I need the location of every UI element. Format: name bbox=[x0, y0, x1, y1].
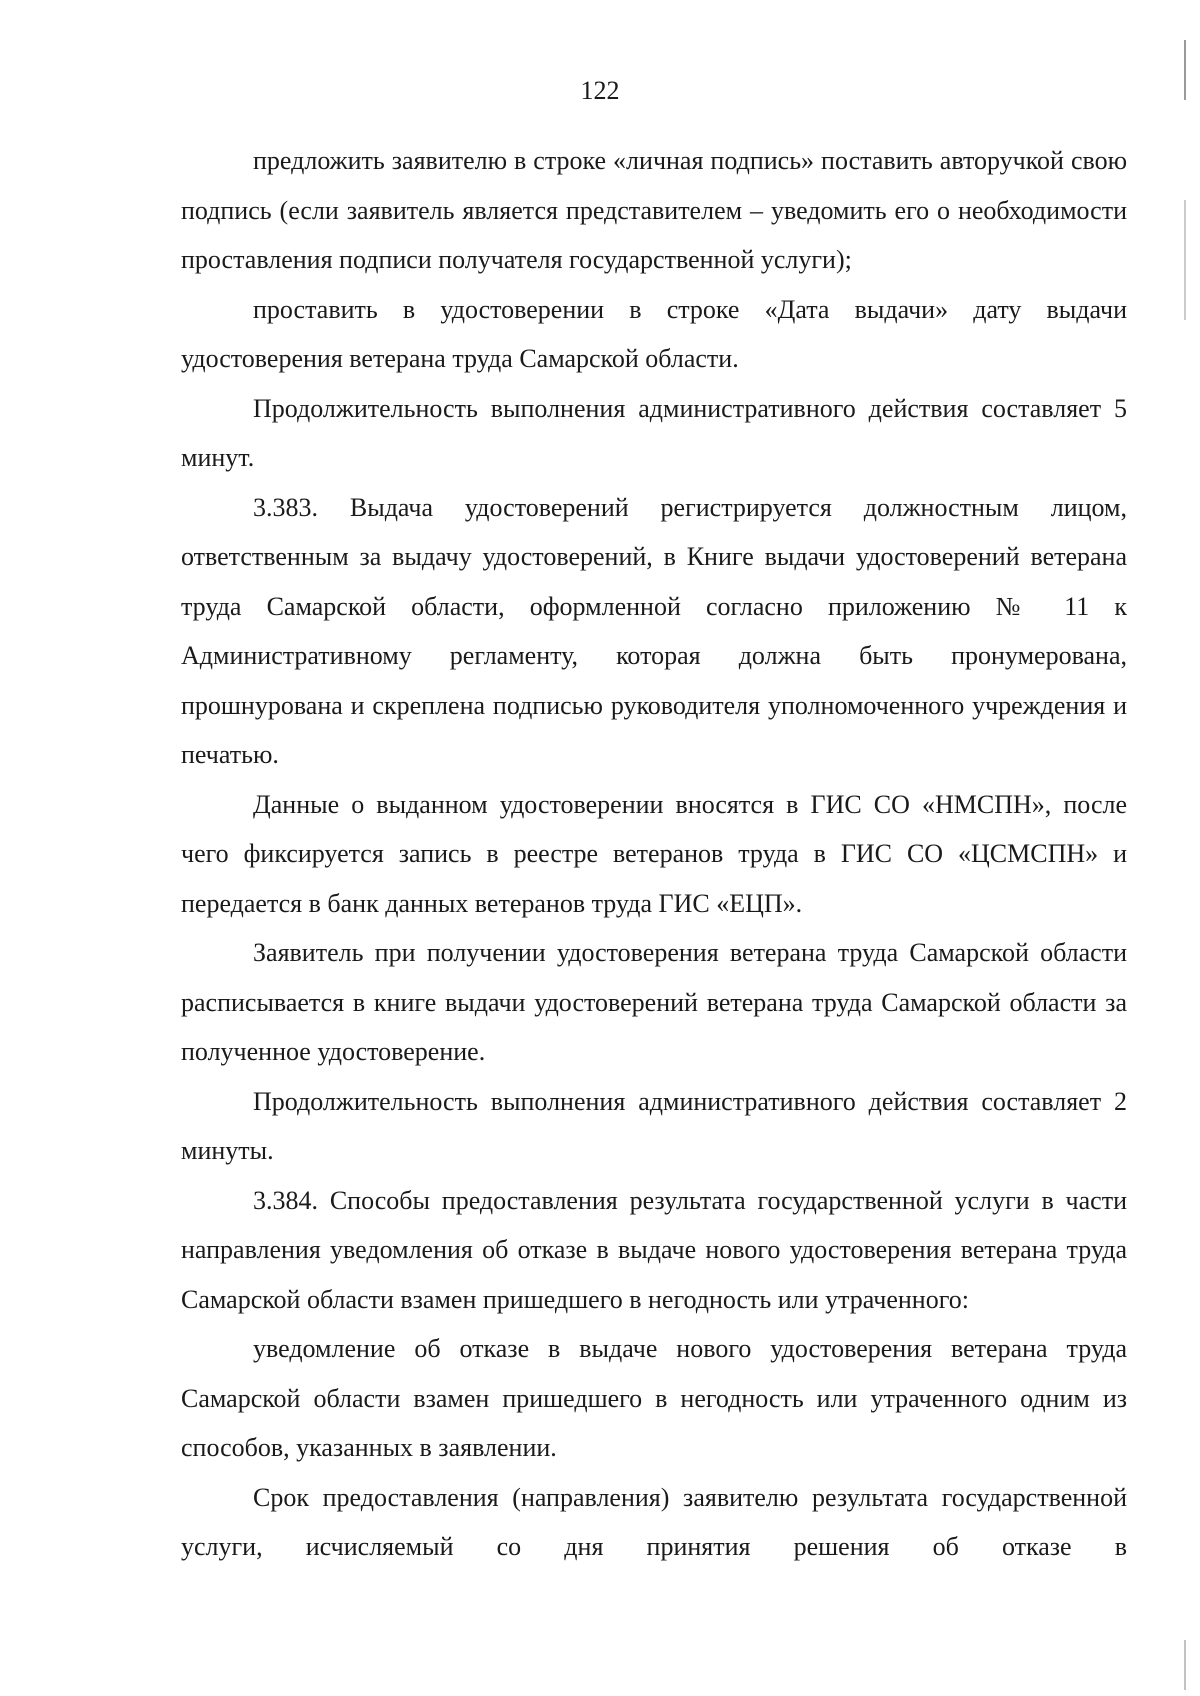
paragraph: проставить в удостоверении в строке «Дата выдачи» дату выдачи удостоверения ветерана труда Самарской области. bbox=[181, 294, 1127, 373]
paragraph: предложить заявителю в строке «личная подпись» поставить авторучкой свою подпись (если заявитель является представителем – уведомить его о необходимости проставления подписи получателя государственной услуги); bbox=[181, 146, 1127, 274]
paragraph: Продолжительность выполнения административного действия составляет 5 минут. bbox=[181, 393, 1127, 472]
paragraph: 3.383. Выдача удостоверений регистрируется должностным лицом, ответственным за выдачу удостоверений, в Книге выдачи удостоверений ветерана труда Самарской области, оформленной согласно приложению № 11 к Административному регламенту, которая должна быть пронумерована, прошнурована и скреплена подписью руководителя уполномоченного учреждения и печатью. bbox=[181, 492, 1127, 769]
paragraph: Данные о выданном удостоверении вносятся в ГИС СО «НМСПН», после чего фиксируется запись в реестре ветеранов труда в ГИС СО «ЦСМСПН» и передается в банк данных ветеранов труда ГИС «ЕЦП». bbox=[181, 789, 1127, 918]
scan-edge-mark bbox=[1184, 200, 1186, 320]
document-body bbox=[181, 136, 1127, 1572]
page-number: 122 bbox=[580, 76, 620, 105]
paragraph: уведомление об отказе в выдаче нового удостоверения ветерана труда Самарской области взамен пришедшего в негодность или утраченного одним из способов, указанных в заявлении. bbox=[181, 1334, 1127, 1462]
paragraph: 3.384. Способы предоставления результата государственной услуги в части направления уведомления об отказе в выдаче нового удостоверения ветерана труда Самарской области взамен пришедшего в негодность или утраченного: bbox=[181, 1185, 1127, 1314]
paragraph: Срок предоставления (направления) заявителю результата государственной услуги, исчисляемый со дня принятия решения об отказе в bbox=[181, 1482, 1127, 1561]
paragraph: Продолжительность выполнения административного действия составляет 2 минуты. bbox=[181, 1086, 1127, 1165]
paragraph: Заявитель при получении удостоверения ветерана труда Самарской области расписывается в книге выдачи удостоверений ветерана труда Самарской области за полученное удостоверение. bbox=[181, 938, 1127, 1066]
scan-edge-mark bbox=[1184, 1640, 1186, 1690]
scan-edge-mark bbox=[1184, 40, 1186, 100]
